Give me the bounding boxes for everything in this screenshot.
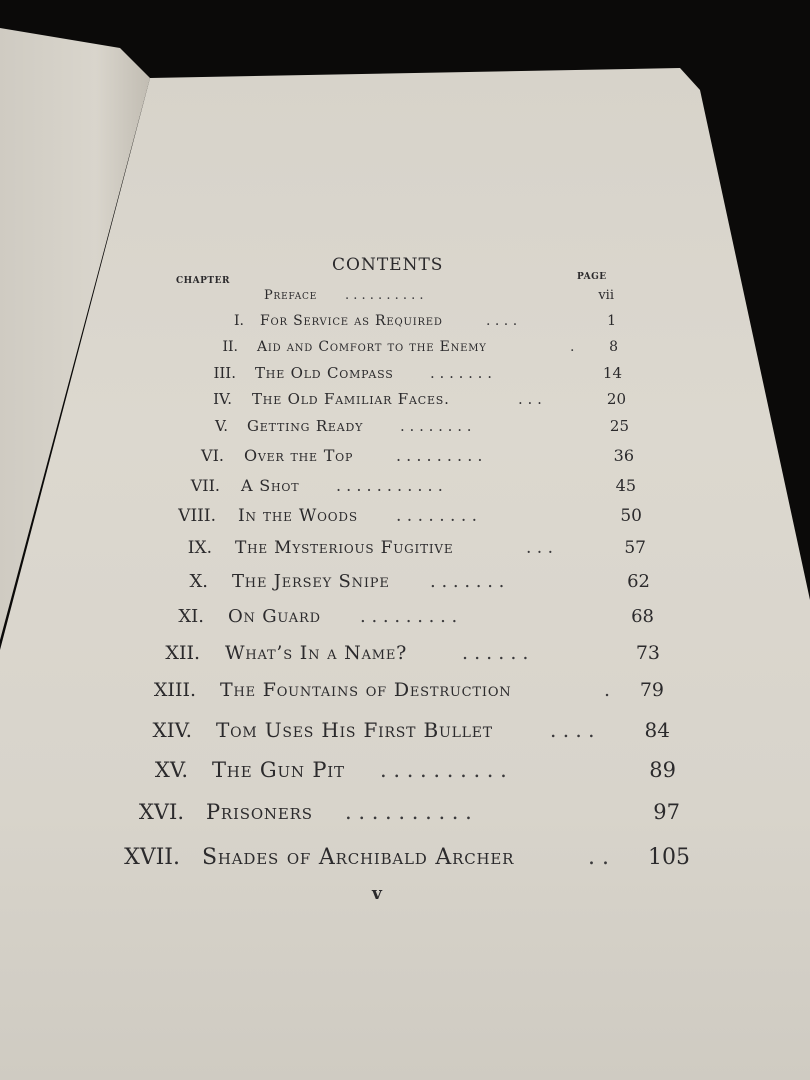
chapter-column-label: CHAPTER (176, 276, 230, 286)
page-number: 84 (644, 718, 670, 742)
chapter-number: VI. (201, 446, 224, 465)
leader-dots: . . . . . . . . . (396, 446, 483, 465)
page-number: 97 (653, 800, 680, 824)
chapter-title: Preface (264, 288, 318, 303)
chapter-title: A Shot (241, 476, 300, 495)
page-number: 14 (602, 364, 622, 382)
chapter-number: V. (215, 417, 228, 435)
page-number: 36 (613, 446, 634, 465)
leader-dots: . . . . . . . . . . (345, 800, 472, 824)
leader-dots: . . . . . . . . . . . (336, 476, 443, 495)
leader-dots: . (604, 679, 611, 701)
leader-dots: . . . . . . . . . . (345, 288, 424, 303)
folio-page-number: v (372, 884, 382, 904)
chapter-title: Tom Uses His First Bullet (216, 718, 493, 742)
leader-dots: . . . (526, 538, 554, 558)
chapter-number: VII. (190, 476, 220, 495)
page-number: 45 (615, 476, 636, 495)
contents-heading: CONTENTS (332, 255, 444, 275)
leader-dots: . . . . . . . . (400, 417, 472, 435)
page-number: 62 (627, 571, 650, 592)
page-number: 89 (649, 758, 676, 782)
chapter-number: I. (234, 313, 244, 329)
chapter-title: The Gun Pit (212, 758, 345, 782)
chapter-title: What’s In a Name? (225, 642, 408, 664)
page-number: 73 (635, 642, 660, 664)
chapter-number: XIV. (152, 718, 192, 742)
chapter-number: XV. (154, 758, 188, 782)
page-number: 105 (648, 845, 690, 870)
chapter-title: Getting Ready (247, 417, 364, 435)
chapter-number: IV. (213, 390, 232, 408)
chapter-number: IX. (187, 538, 212, 558)
leader-dots: . . . . . . . . . (360, 606, 458, 627)
chapter-title: The Old Compass (255, 364, 394, 382)
page-number: vii (598, 288, 614, 303)
leader-dots: . . . . . . . . . . (380, 758, 507, 782)
leader-dots: . . . . (550, 718, 595, 742)
page-column-label: PAGE (577, 272, 607, 282)
chapter-number: VIII. (178, 506, 216, 526)
chapter-number: X. (189, 571, 208, 592)
page-number: 8 (609, 339, 618, 355)
page-number: 79 (639, 679, 664, 701)
chapter-title: The Jersey Snipe (232, 571, 390, 592)
leader-dots: . . . (518, 390, 542, 408)
page-number: 1 (607, 313, 616, 329)
chapter-number: XII. (165, 642, 200, 664)
chapter-title: Over the Top (244, 446, 354, 465)
leader-dots: . (570, 339, 575, 355)
chapter-title: Shades of Archibald Archer (202, 845, 515, 870)
chapter-number: XI. (178, 606, 204, 627)
leader-dots: . . (588, 845, 609, 870)
chapter-title: On Guard (228, 606, 321, 627)
chapter-title: Prisoners (206, 800, 313, 824)
chapter-number: XVI. (138, 800, 184, 824)
chapter-title: Aid and Comfort to the Enemy (257, 339, 487, 355)
leader-dots: . . . . . . (462, 642, 529, 664)
chapter-number: XIII. (153, 679, 196, 701)
page-number: 50 (620, 506, 642, 526)
chapter-title: The Old Familiar Faces. (252, 390, 450, 408)
leader-dots: . . . . . . . (430, 364, 492, 382)
chapter-title: The Fountains of Destruction (220, 679, 512, 701)
leader-dots: . . . . . . . . (396, 506, 478, 526)
leader-dots: . . . . . . . (430, 571, 505, 592)
leader-dots: . . . . (486, 313, 518, 329)
chapter-number: II. (222, 339, 238, 355)
page-number: 68 (631, 606, 654, 627)
page-number: 57 (624, 538, 646, 558)
chapter-title: For Service as Required (260, 313, 443, 329)
page-number: 20 (606, 390, 626, 408)
page-number: 25 (609, 417, 629, 435)
chapter-title: In the Woods (238, 506, 358, 526)
chapter-number: XVII. (124, 845, 180, 870)
chapter-number: III. (213, 364, 236, 382)
chapter-title: The Mysterious Fugitive (235, 538, 454, 558)
